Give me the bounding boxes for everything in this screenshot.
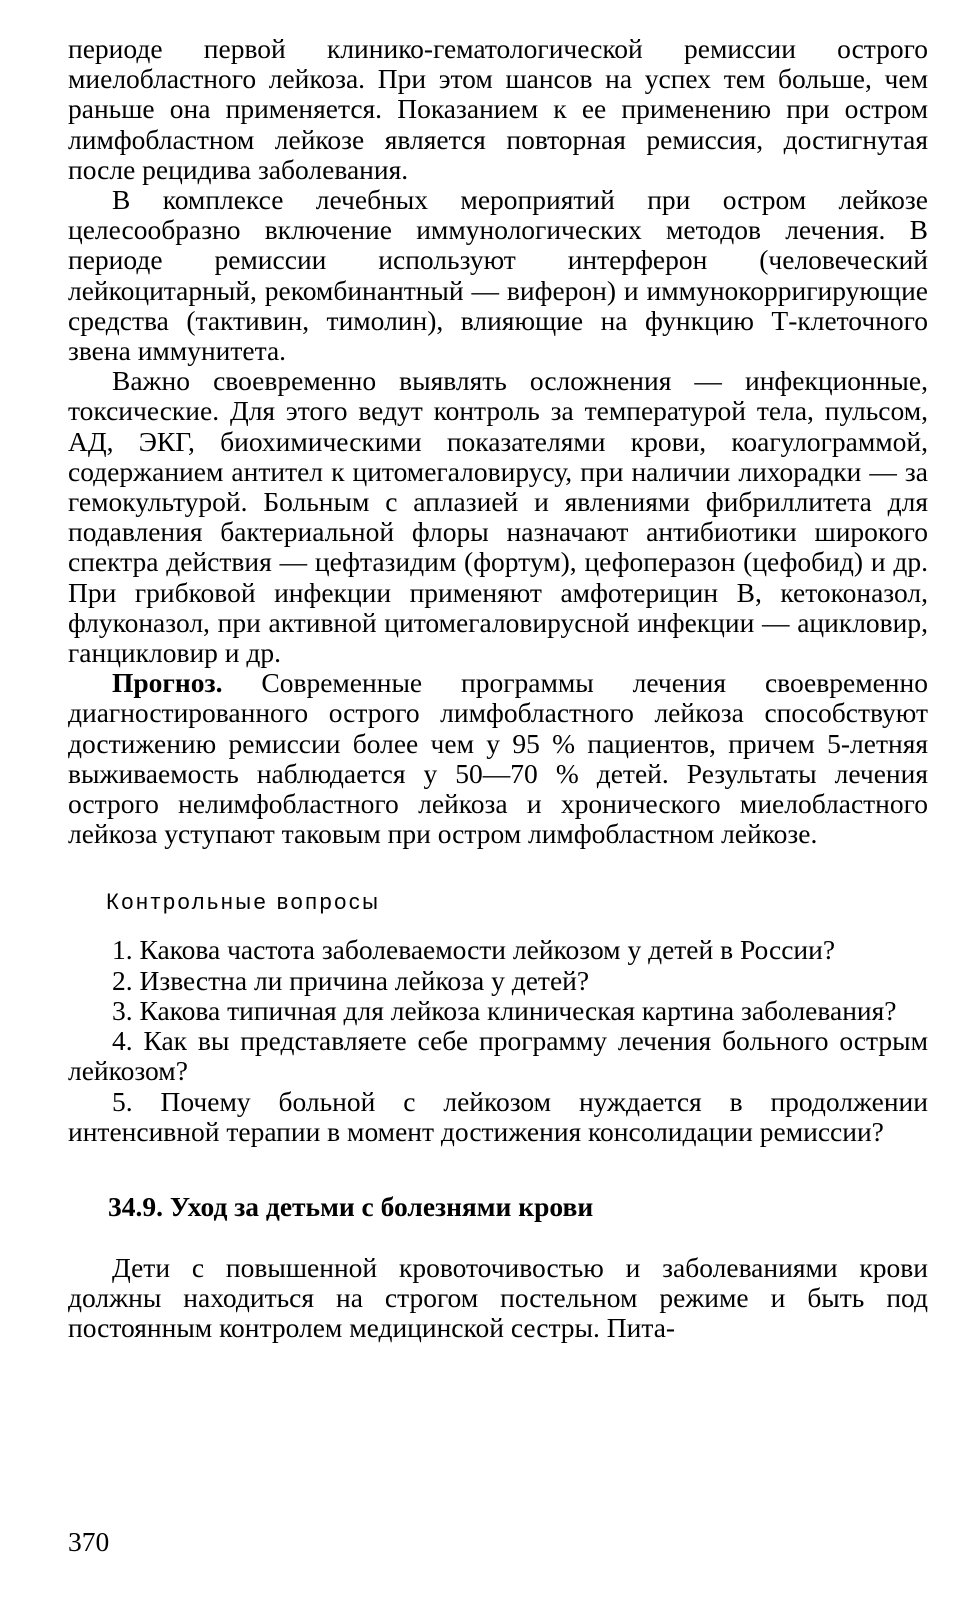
prognosis-paragraph <box>68 668 928 849</box>
question-item: 1. Какова частота заболеваемости лейкозом у детей в России? <box>112 934 836 966</box>
section-paragraph: Дети с повышенной кровоточивостью и заболеваниями крови должны находиться на строгом постельном режиме и быть под постоянным контролем медицинской сестры. Пита- <box>68 1251 928 1344</box>
question-item: 3. Какова типичная для лейкоза клиническая картина заболевания? <box>112 994 897 1026</box>
paragraph-3: Важно своевременно выявлять осложнения — инфекционные, токсические. Для этого ведут контроль за температурой тела, пульсом, АД, ЭКГ, биохимическими показателями крови, коагулограммой, содержанием антител к цитомегаловирусу, при наличии лихорадки — за гемокультурой. Больным с аплазией и явлениями фибриллитета для подавления бактериальной флоры назначают антибиотики широкого спектра действия — цефтазидим (фортум), цефоперазон (цефобид) и др. При грибковой инфекции применяют амфотерицин В, кетоконазол, флуконазол, при активной цитомегаловирусной инфекции — ацикловир, ганцикловир и др. <box>68 365 928 669</box>
paragraph-1: периоде первой клинико-гематологической ремиссии острого миелобластного лейкоза. При этом шансов на успех тем больше, чем раньше она применяется. Показанием к ее применению при остром лимфобластном лейкозе является повторная ремиссия, достигнутая после рецидива заболевания. <box>68 33 928 185</box>
prognosis-text: Современные программы лечения своевременно диагностированного острого лимфобластного лейкоза способствуют достижению ремиссии более чем у 95 % пациентов, причем 5-летняя выживаемость наблюдается у 50—70 % детей. Результаты лечения острого нелимфобластного лейкоза и хронического миелобластного лейкоза уступают таковым при остром лимфобластном лейкозе. <box>68 667 928 850</box>
question-item: 4. Как вы представляете себе программу лечения больного острым лейкозом? <box>68 1025 928 1087</box>
page-number: 370 <box>68 1526 110 1557</box>
control-questions-list <box>68 935 928 1146</box>
question-item: 2. Известна ли причина лейкоза у детей? <box>112 964 590 996</box>
paragraph-2: В комплексе лечебных мероприятий при остром лейкозе целесообразно включение иммунологических методов лечения. В периоде ремиссии используют интерферон (человеческий лейкоцитарный, рекомбинантный — виферон) и иммунокорригирующие средства (тактивин, тимолин), влияющие на функцию Т-клеточного звена иммунитета. <box>68 184 928 367</box>
page-body <box>68 34 928 1344</box>
question-item: 5. Почему больной с лейкозом нуждается в продолжении интенсивной терапии в момент достижения консолидации ремиссии? <box>68 1085 928 1147</box>
control-questions-heading: Контрольные вопросы <box>106 889 381 915</box>
prognosis-label: Прогноз. <box>112 667 223 699</box>
section-title: 34.9. Уход за детьми с болезнями крови <box>108 1190 594 1222</box>
